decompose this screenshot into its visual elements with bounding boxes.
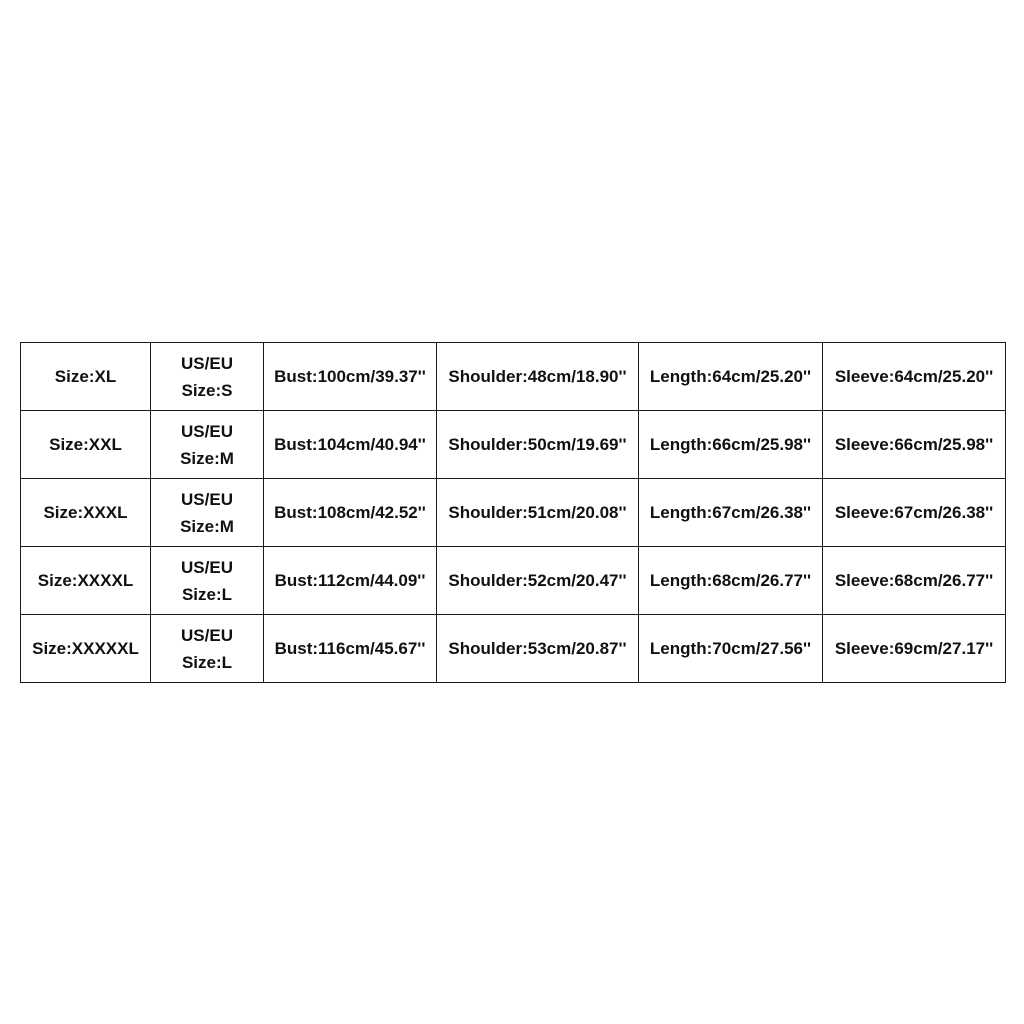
length-cell: Length:68cm/26.77'' <box>639 547 823 615</box>
size-chart-table <box>20 342 1006 683</box>
shoulder-cell: Shoulder:48cm/18.90'' <box>437 343 639 411</box>
region-size-cell <box>151 411 264 479</box>
region-label: US/EU <box>181 353 233 373</box>
region-size-label: Size:M <box>180 448 234 468</box>
table-row <box>21 479 1006 547</box>
shoulder-cell: Shoulder:51cm/20.08'' <box>437 479 639 547</box>
region-label: US/EU <box>181 489 233 509</box>
size-cell: Size:XXXL <box>21 479 151 547</box>
size-cell: Size:XL <box>21 343 151 411</box>
region-size-label: Size:S <box>181 380 233 400</box>
sleeve-cell: Sleeve:66cm/25.98'' <box>823 411 1006 479</box>
region-label: US/EU <box>181 421 233 441</box>
length-cell: Length:67cm/26.38'' <box>639 479 823 547</box>
size-cell: Size:XXL <box>21 411 151 479</box>
length-cell: Length:64cm/25.20'' <box>639 343 823 411</box>
region-size-label: Size:L <box>181 652 233 672</box>
table-row <box>21 343 1006 411</box>
bust-cell: Bust:112cm/44.09'' <box>264 547 437 615</box>
bust-cell: Bust:108cm/42.52'' <box>264 479 437 547</box>
sleeve-cell: Sleeve:69cm/27.17'' <box>823 615 1006 683</box>
shoulder-cell: Shoulder:52cm/20.47'' <box>437 547 639 615</box>
region-size-cell <box>151 547 264 615</box>
length-cell: Length:66cm/25.98'' <box>639 411 823 479</box>
region-label: US/EU <box>181 625 233 645</box>
region-size-cell <box>151 343 264 411</box>
table-row <box>21 615 1006 683</box>
length-cell: Length:70cm/27.56'' <box>639 615 823 683</box>
bust-cell: Bust:116cm/45.67'' <box>264 615 437 683</box>
size-cell: Size:XXXXL <box>21 547 151 615</box>
bust-cell: Bust:104cm/40.94'' <box>264 411 437 479</box>
region-size-cell <box>151 479 264 547</box>
bust-cell: Bust:100cm/39.37'' <box>264 343 437 411</box>
sleeve-cell: Sleeve:68cm/26.77'' <box>823 547 1006 615</box>
sleeve-cell: Sleeve:64cm/25.20'' <box>823 343 1006 411</box>
region-label: US/EU <box>181 557 233 577</box>
region-size-label: Size:M <box>180 516 234 536</box>
shoulder-cell: Shoulder:53cm/20.87'' <box>437 615 639 683</box>
size-cell: Size:XXXXXL <box>21 615 151 683</box>
sleeve-cell: Sleeve:67cm/26.38'' <box>823 479 1006 547</box>
table-row <box>21 411 1006 479</box>
table-row <box>21 547 1006 615</box>
region-size-cell <box>151 615 264 683</box>
region-size-label: Size:L <box>181 584 233 604</box>
shoulder-cell: Shoulder:50cm/19.69'' <box>437 411 639 479</box>
